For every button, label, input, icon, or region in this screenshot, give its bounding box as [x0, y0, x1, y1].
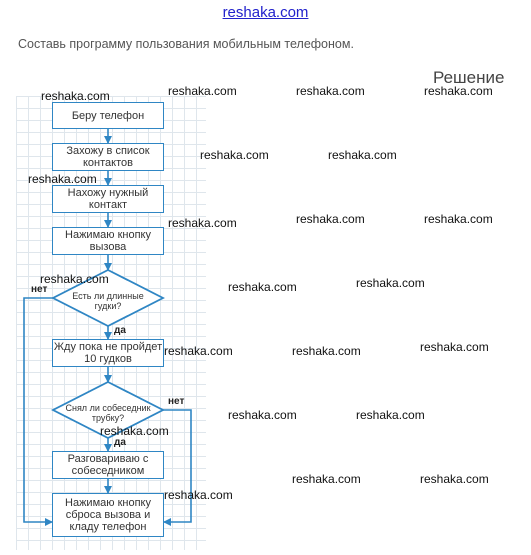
- watermark: reshaka.com: [200, 148, 269, 162]
- watermark: reshaka.com: [164, 488, 233, 502]
- decision-1-text: Есть ли длинные гудки?: [72, 291, 144, 311]
- solution-heading: Решение: [433, 68, 505, 87]
- watermark: reshaka.com: [164, 344, 233, 358]
- watermark: reshaka.com: [356, 276, 425, 290]
- arrow-no-1: [24, 298, 53, 522]
- step-5: Жду пока не пройдет 10 гудков: [53, 341, 163, 365]
- watermark: reshaka.com: [296, 212, 365, 226]
- step-4: Нажимаю кнопку вызова: [52, 227, 164, 255]
- watermark: reshaka.com: [28, 172, 97, 186]
- step-2: Захожу в список контактов: [52, 143, 164, 171]
- watermark: reshaka.com: [328, 148, 397, 162]
- step-3: Нахожу нужный контакт: [52, 185, 164, 213]
- label-yes-1: да: [114, 325, 126, 336]
- watermark: reshaka.com: [296, 84, 365, 98]
- watermark: reshaka.com: [424, 212, 493, 226]
- watermark: reshaka.com: [41, 89, 110, 103]
- watermark: reshaka.com: [424, 84, 493, 98]
- label-yes-2: да: [114, 437, 126, 448]
- watermark: reshaka.com: [420, 340, 489, 354]
- step-7: Нажимаю кнопку сброса вызова и кладу телефон: [52, 493, 164, 537]
- watermark: reshaka.com: [228, 280, 297, 294]
- task-text: Составь программу пользования мобильным телефоном.: [18, 37, 354, 51]
- label-no-1: нет: [31, 284, 48, 295]
- watermark: reshaka.com: [40, 272, 109, 286]
- step-1: Беру телефон: [52, 102, 164, 129]
- watermark: reshaka.com: [100, 424, 169, 438]
- step-6: Разговариваю с собеседником: [52, 451, 164, 479]
- decision-2-text: Снял ли собеседник трубку?: [65, 403, 151, 423]
- watermark: reshaka.com: [168, 84, 237, 98]
- watermark: reshaka.com: [420, 472, 489, 486]
- watermark: reshaka.com: [356, 408, 425, 422]
- site-link[interactable]: reshaka.com: [222, 4, 309, 21]
- watermark: reshaka.com: [292, 344, 361, 358]
- label-no-2: нет: [168, 396, 185, 407]
- watermark: reshaka.com: [228, 408, 297, 422]
- watermark: reshaka.com: [168, 216, 237, 230]
- watermark: reshaka.com: [292, 472, 361, 486]
